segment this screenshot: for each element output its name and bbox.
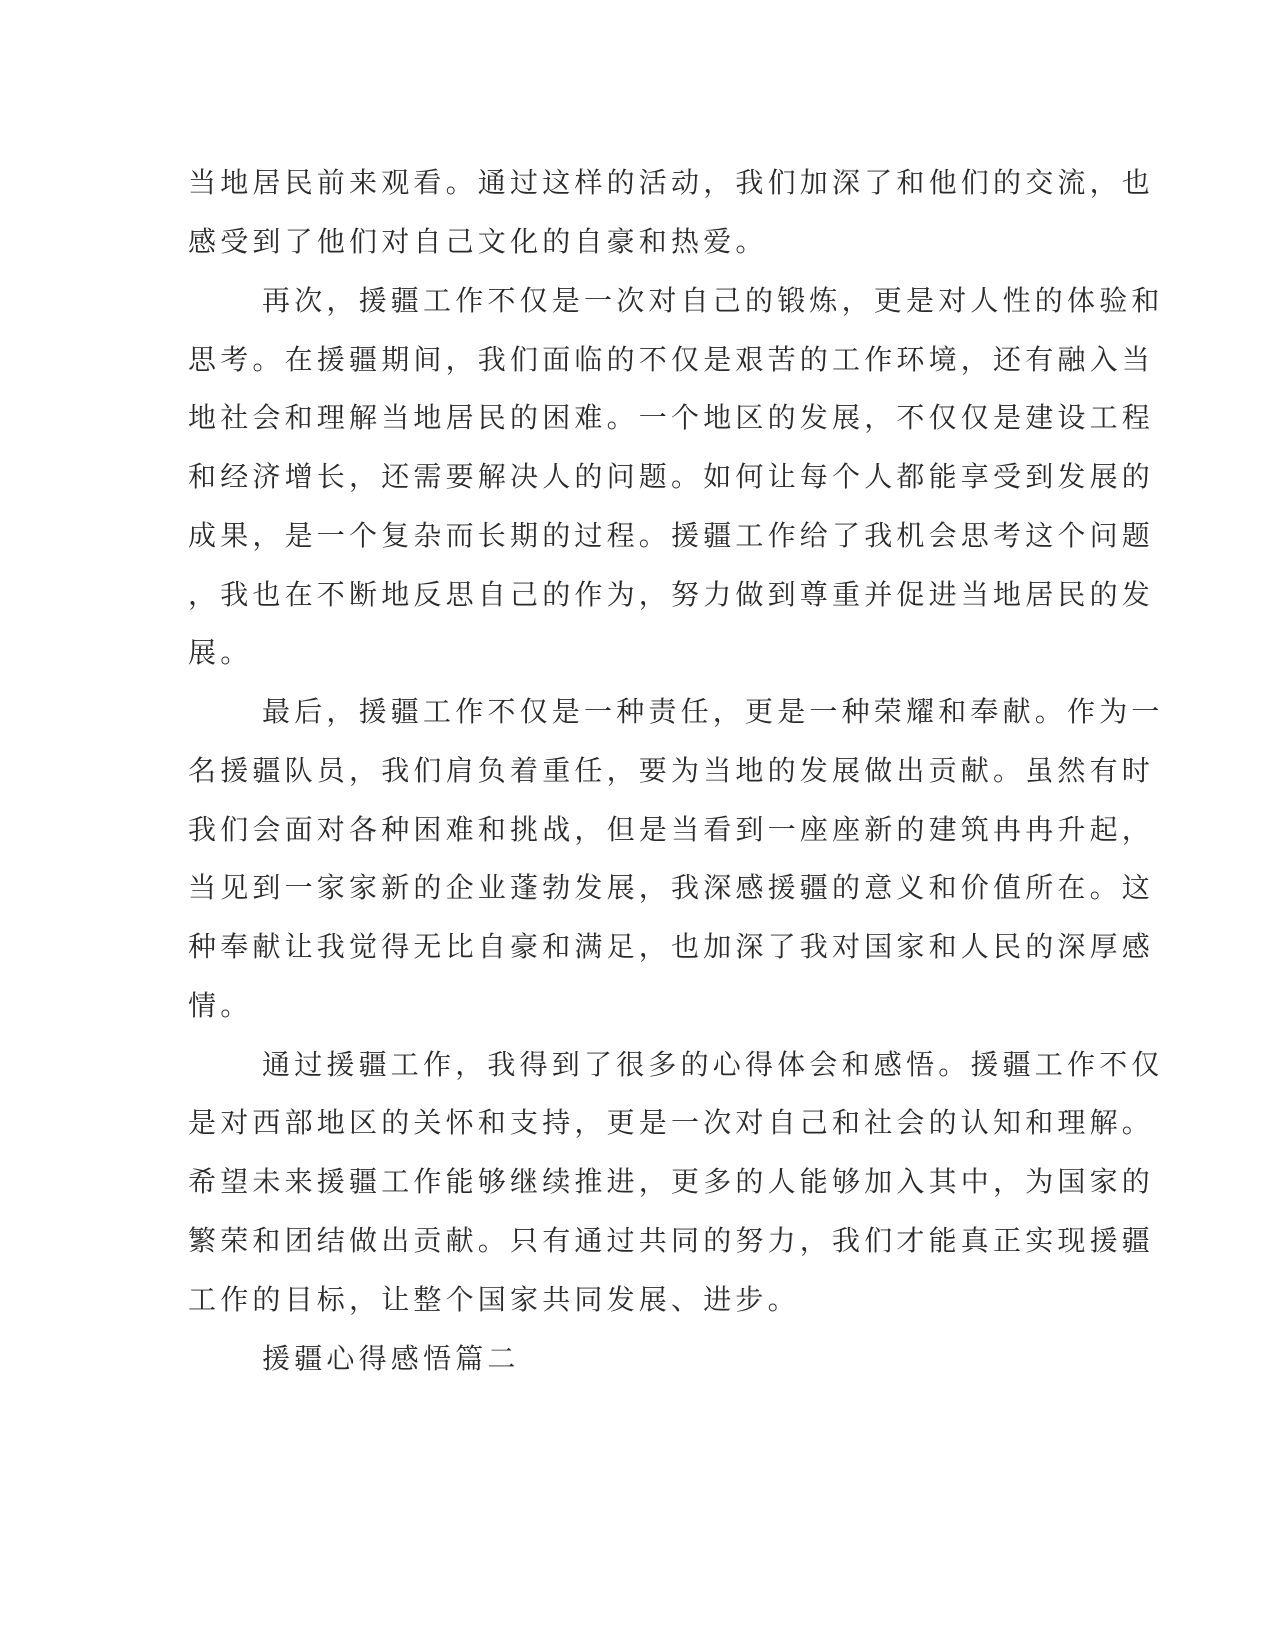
- paragraph-line: 展。: [188, 636, 253, 669]
- paragraph-line: 和经济增长，还需要解决人的问题。如何让每个人都能享受到发展的: [188, 460, 1155, 493]
- paragraph-line: ，我也在不断地反思自己的作为，努力做到尊重并促进当地居民的发: [188, 578, 1155, 611]
- paragraph-line: 成果，是一个复杂而长期的过程。援疆工作给了我机会思考这个问题: [188, 519, 1155, 552]
- paragraph-line: 感受到了他们对自己文化的自豪和热爱。: [188, 225, 768, 258]
- paragraph-line: 我们会面对各种困难和挑战，但是当看到一座座新的建筑冉冉升起，: [188, 813, 1155, 846]
- paragraph-line: 地社会和理解当地居民的困难。一个地区的发展，不仅仅是建设工程: [188, 401, 1155, 434]
- paragraph-line: 希望未来援疆工作能够继续推进，更多的人能够加入其中，为国家的: [188, 1165, 1155, 1198]
- paragraph-line: 当地居民前来观看。通过这样的活动，我们加深了和他们的交流，也: [188, 166, 1155, 199]
- paragraph-line: 再次，援疆工作不仅是一次对自己的锻炼，更是对人性的体验和: [262, 284, 1164, 317]
- paragraph-line: 思考。在援疆期间，我们面临的不仅是艰苦的工作环境，还有融入当: [188, 343, 1155, 376]
- section-heading: 援疆心得感悟篇二: [262, 1342, 520, 1375]
- paragraph-line: 繁荣和团结做出贡献。只有通过共同的努力，我们才能真正实现援疆: [188, 1224, 1155, 1257]
- paragraph-line: 当见到一家家新的企业蓬勃发展，我深感援疆的意义和价值所在。这: [188, 871, 1155, 904]
- paragraph-line: 是对西部地区的关怀和支持，更是一次对自己和社会的认知和理解。: [188, 1106, 1155, 1139]
- paragraph-line: 工作的目标，让整个国家共同发展、进步。: [188, 1283, 800, 1316]
- paragraph-line: 情。: [188, 989, 253, 1022]
- paragraph-line: 最后，援疆工作不仅是一种责任，更是一种荣耀和奉献。作为一: [262, 695, 1164, 728]
- paragraph-line: 名援疆队员，我们肩负着重任，要为当地的发展做出贡献。虽然有时: [188, 754, 1155, 787]
- paragraph-line: 通过援疆工作，我得到了很多的心得体会和感悟。援疆工作不仅: [262, 1048, 1164, 1081]
- paragraph-line: 种奉献让我觉得无比自豪和满足，也加深了我对国家和人民的深厚感: [188, 930, 1155, 963]
